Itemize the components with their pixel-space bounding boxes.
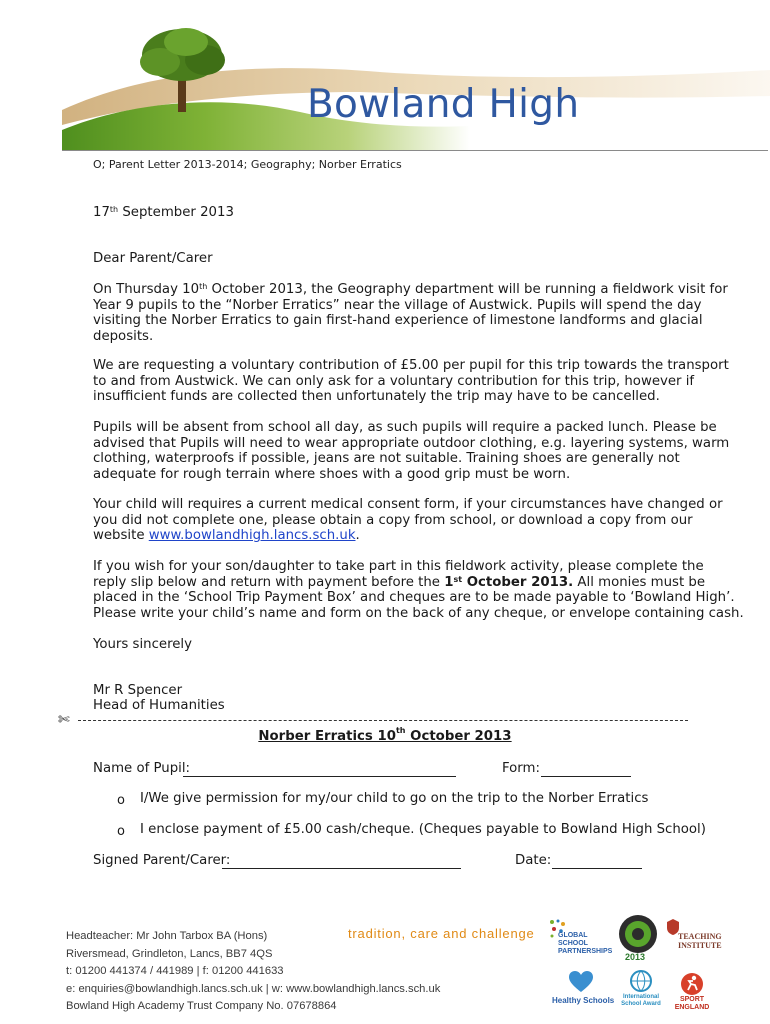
- signatory-title: Head of Humanities: [93, 698, 225, 713]
- pupil-name-field[interactable]: [183, 762, 456, 781]
- letter-date: 17th September 2013: [93, 205, 234, 220]
- salutation: Dear Parent/Carer: [93, 251, 213, 266]
- paragraph-medical-form: Your child will requires a current medical consent form, if your circumstances have changed or you did not complete one, please obtain a copy from school, or download a copy from our website www.bowlandhigh.lancs.sch.uk.: [93, 497, 723, 544]
- signatory-name: Mr R Spencer: [93, 683, 183, 698]
- header-landscape-graphic: [0, 0, 770, 155]
- sport-england-logo: SPORT ENGLAND: [672, 972, 712, 1012]
- footer-address: Riversmead, Grindleton, Lancs, BB7 4QS: [66, 947, 273, 960]
- teaching-institute-logo: TEACHING INSTITUTE: [664, 918, 724, 960]
- signature-field[interactable]: [222, 854, 461, 873]
- school-motto: tradition, care and challenge: [348, 926, 535, 941]
- signed-label: Signed Parent/Carer:: [93, 853, 231, 868]
- reply-slip-title: Norber Erratics 10th October 2013: [258, 726, 512, 744]
- school-website-link[interactable]: www.bowlandhigh.lancs.sch.uk: [148, 528, 356, 544]
- paragraph-reply-instructions: If you wish for your son/daughter to take part in this fieldwork activity, please complete the reply slip below and return with payment before the 1st October 2013. All monies must be placed in the ‘School Trip Payment Box’ and cheques are to be made payable to ‘Bowland High’. Please write your child’s name and form on the back of any cheque, or envelope containing cash.: [93, 559, 744, 621]
- form-field[interactable]: [541, 762, 631, 781]
- heart-icon: [568, 970, 594, 994]
- payment-option: I enclose payment of £5.00 cash/cheque. (Cheques payable to Bowland High School): [140, 822, 706, 837]
- paragraph-contribution: We are requesting a voluntary contribution of £5.00 per pupil for this trip towards the transport to and from Austwick. We can only ask for a voluntary contribution for this trip, however if insufficient funds are collected then unfortunately the trip may have to be cancelled.: [93, 358, 729, 405]
- footer-contact: [66, 928, 440, 1016]
- footer-email-web: e: enquiries@bowlandhigh.lancs.sch.uk | w: www.bowlandhigh.lancs.sch.uk: [66, 982, 441, 995]
- eco-award-logo: 2013: [617, 914, 659, 964]
- footer-headteacher: Headteacher: Mr John Tarbox BA (Hons): [66, 930, 268, 942]
- form-label: Form:: [502, 761, 540, 776]
- healthy-schools-logo: Healthy Schools: [552, 970, 610, 1010]
- closing: Yours sincerely: [93, 637, 192, 652]
- date-label: Date:: [515, 853, 552, 868]
- pupil-name-label: Name of Pupil:: [93, 761, 191, 776]
- international-school-award-logo: International School Award: [618, 970, 664, 1010]
- permission-option: I/We give permission for my/our child to go on the trip to the Norber Erratics: [140, 791, 649, 806]
- paragraph-trip-intro: On Thursday 10th October 2013, the Geography department will be running a fieldwork visit for Year 9 pupils to the “Norber Erratics” near the village of Austwick. Pupils will spend the day visiting the Norber Erratics to gain first-hand experience of limestone landforms and glacial deposits.: [93, 282, 728, 344]
- header-divider: [62, 150, 768, 151]
- permission-checkbox[interactable]: o: [117, 793, 125, 808]
- school-name: Bowland High: [307, 82, 580, 127]
- footer-company: Bowland High Academy Trust Company No. 07678864: [66, 1000, 337, 1012]
- payment-checkbox[interactable]: o: [117, 824, 125, 839]
- globe-icon: [630, 970, 652, 992]
- cut-line: [78, 720, 688, 721]
- date-field[interactable]: [552, 854, 642, 873]
- global-school-partnerships-logo: GLOBAL SCHOOL PARTNERSHIPS: [548, 918, 610, 968]
- paragraph-clothing: Pupils will be absent from school all day, as such pupils will require a packed lunch. Please be advised that Pupils will need to wear appropriate outdoor clothing, e.g. layering systems, warm clothing, waterproofs if possible, jeans are not suitable. Training shoes are generally not adequate for rough terrain where shoes with a good grip must be worn.: [93, 420, 730, 482]
- scissors-icon: ✄: [58, 712, 70, 728]
- footer-phone: t: 01200 441374 / 441989 | f: 01200 441633: [66, 965, 284, 977]
- runner-icon: [680, 972, 704, 996]
- letter-reference: O; Parent Letter 2013-2014; Geography; Norber Erratics: [93, 158, 402, 171]
